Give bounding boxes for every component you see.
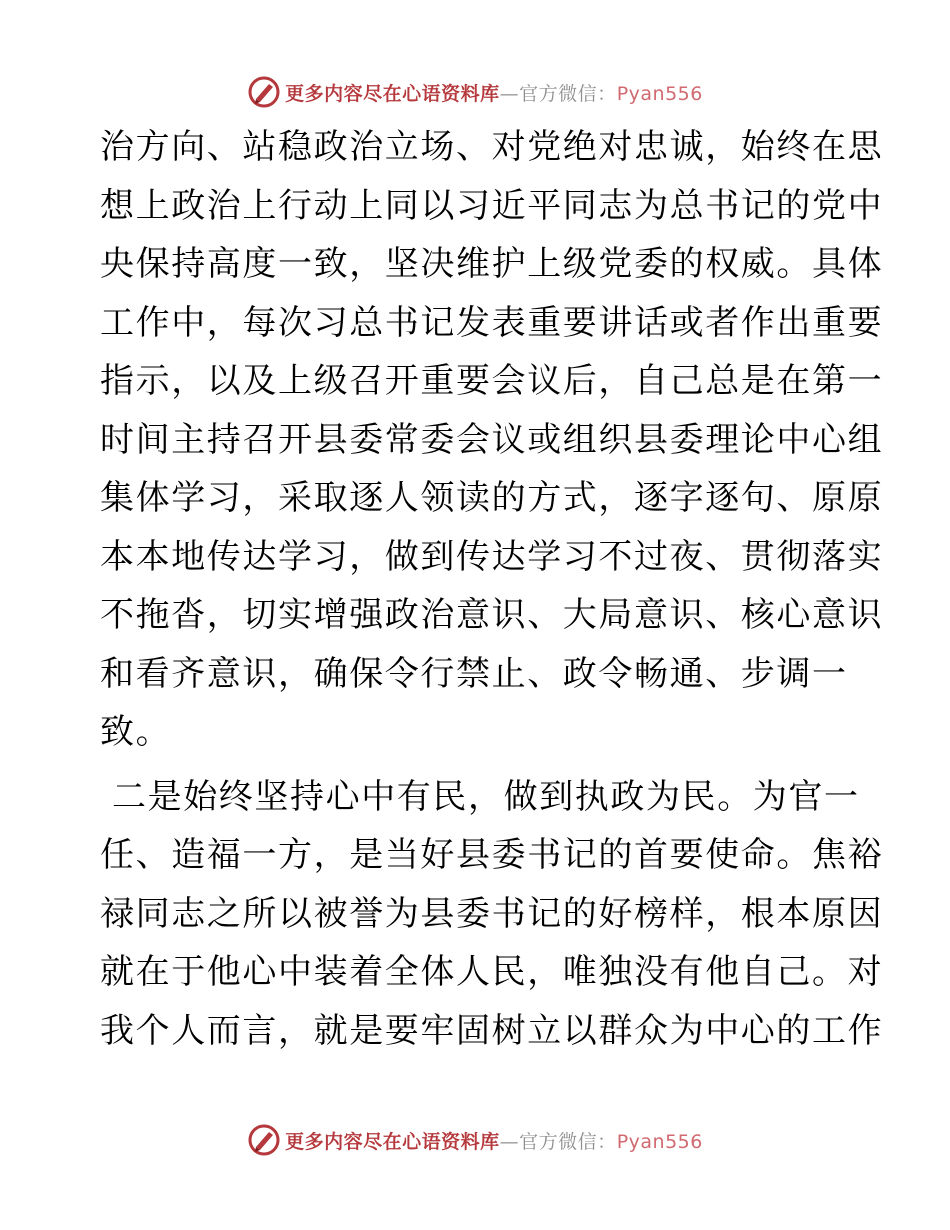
- text-line: 本本地传达学习，做到传达学习不过夜、贯彻落实: [100, 536, 884, 577]
- watermark-main: 更多内容尽在心语资料库: [285, 1130, 500, 1153]
- brand-logo-icon: [247, 1123, 281, 1157]
- watermark-wechat-id: Pyan556: [616, 1130, 703, 1153]
- text-line: 治方向、站稳政治立场、对党绝对忠诚，始终在思: [100, 127, 884, 167]
- text-line: 我个人而言，就是要牢固树立以群众为中心的工作: [100, 1010, 884, 1051]
- text-line: 禄同志之所以被誉为县委书记的好榜样，根本原因: [100, 893, 884, 934]
- text-line: 时间主持召开县委常委会议或组织县委理论中心组: [100, 419, 884, 460]
- text-line: 就在于他心中装着全体人民，唯独没有他自己。对: [100, 952, 884, 992]
- watermark-wechat-label: 官方微信：: [519, 1130, 617, 1153]
- paragraph-2: [100, 768, 884, 1061]
- text-line: 指示，以及上级召开重要会议后，自己总是在第一: [100, 361, 884, 401]
- document-body: [100, 118, 884, 1060]
- brand-logo-icon: [247, 75, 281, 109]
- header-watermark: [0, 72, 950, 112]
- footer-watermark: [0, 1120, 950, 1160]
- text-line: 想上政治上行动上同以习近平同志为总书记的党中: [100, 185, 884, 226]
- text-line: 央保持高度一致，坚决维护上级党委的权威。具体: [100, 244, 884, 284]
- watermark-text: [285, 1127, 703, 1154]
- watermark-wechat-label: 官方微信：: [519, 82, 617, 105]
- watermark-main: 更多内容尽在心语资料库: [285, 82, 500, 105]
- watermark-separator: —: [499, 1130, 520, 1153]
- text-line: 和看齐意识，确保令行禁止、政令畅通、步调一: [100, 653, 848, 694]
- paragraph-1: [100, 118, 884, 762]
- watermark-separator: —: [499, 82, 520, 105]
- watermark-wechat-id: Pyan556: [616, 82, 703, 105]
- text-line: 集体学习，采取逐人领读的方式，逐字逐句、原原: [100, 478, 884, 518]
- text-line: 致。: [100, 712, 172, 752]
- text-line: 任、造福一方，是当好县委书记的首要使命。焦裕: [100, 835, 884, 875]
- text-line: 不拖沓，切实增强政治意识、大局意识、核心意识: [100, 595, 884, 635]
- text-line: 二是始终坚持心中有民，做到执政为民。为官一: [112, 776, 860, 817]
- text-line: 工作中，每次习总书记发表重要讲话或者作出重要: [100, 302, 884, 343]
- watermark-text: [285, 79, 703, 106]
